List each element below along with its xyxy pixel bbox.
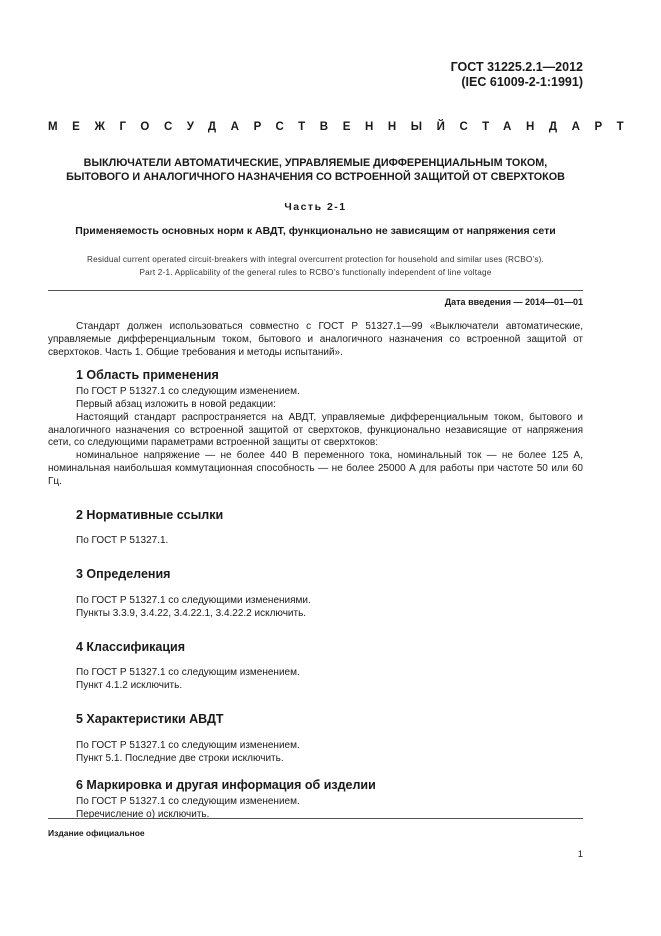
english-title [48, 253, 583, 279]
interstate-standard-banner [48, 121, 639, 133]
section [48, 779, 583, 821]
divider-line [48, 290, 583, 291]
section-line: Пункт 5.1. Последние две строки исключить. [76, 752, 284, 764]
edition-note: Издание официальное [48, 828, 145, 838]
english-title-line-2: Part 2-1. Applicability of the general rules to RCBO’s functionally independent of line voltage [139, 268, 492, 277]
sections-container [48, 369, 583, 821]
section [48, 568, 583, 620]
section-line: По ГОСТ Р 51327.1 со следующим изменением. [76, 667, 300, 679]
section-line: По ГОСТ Р 51327.1 со следующими изменениями. [76, 594, 311, 606]
intro-paragraph: Стандарт должен использоваться совместно с ГОСТ Р 51327.1—99 «Выключатели автоматические, управляемые дифференциальным током, бытового и аналогичного назначения со встроенной защитой от сверхтоков. Часть 1. Общие требования и методы испытаний». [48, 321, 583, 358]
section-heading: 3 Определения [76, 567, 171, 582]
section-heading: 4 Классификация [76, 639, 186, 654]
document-body [48, 321, 583, 822]
section-line: По ГОСТ Р 51327.1 со следующим изменением. [76, 796, 300, 808]
part-label: Часть 2-1 [284, 201, 347, 213]
section-line: Первый абзац изложить в новой редакции: [76, 398, 276, 410]
section-heading: 5 Характеристики АВДТ [76, 711, 224, 726]
section-heading: 6 Маркировка и другая информация об изделии [76, 778, 376, 793]
page-number: 1 [577, 849, 583, 860]
iec-number: (IEC 61009-2-1:1991) [461, 75, 583, 89]
section [48, 369, 583, 488]
banner-word: МЕЖГОСУДАРСТВЕННЫЙ [48, 121, 460, 133]
section [48, 509, 583, 549]
document-subtitle: Применяемость основных норм к АВДТ, функционально не зависящим от напряжения сети [75, 225, 556, 237]
section [48, 641, 583, 693]
footer-divider-line [48, 818, 583, 819]
english-title-line-1: Residual current operated circuit-breakers with integral overcurrent protection for household and similar uses (RCBO’s). [86, 255, 545, 264]
section-line: По ГОСТ Р 51327.1 со следующим изменением. [76, 386, 300, 398]
section-heading: 2 Нормативные ссылки [76, 507, 224, 522]
standard-number-block [451, 60, 583, 90]
section-paragraph: номинальное напряжение — не более 440 В переменного тока, номинальный ток — не более 125 А, номинальная наибольшая коммутационная способность — не более 25000 А для работы при частоте 50 или 60 Гц. [48, 450, 583, 487]
introduction-date: Дата введения — 2014—01—01 [444, 297, 583, 307]
section-line: По ГОСТ Р 51327.1 со следующим изменением. [76, 739, 300, 751]
section-heading: 1 Область применения [76, 368, 219, 383]
title-line-1: ВЫКЛЮЧАТЕЛИ АВТОМАТИЧЕСКИЕ, УПРАВЛЯЕМЫЕ ДИФФЕРЕНЦИАЛЬНЫМ ТОКОМ, [83, 157, 548, 169]
title-line-2: БЫТОВОГО И АНАЛОГИЧНОГО НАЗНАЧЕНИЯ СО ВСТРОЕННОЙ ЗАЩИТОЙ ОТ СВЕРХТОКОВ [66, 171, 565, 183]
standard-number: ГОСТ 31225.2.1—2012 [450, 60, 583, 74]
section-line: Пункт 4.1.2 исключить. [76, 680, 183, 692]
section-line: Пункты 3.3.9, 3.4.22, 3.4.22.1, 3.4.22.2 исключить. [76, 607, 307, 619]
section [48, 713, 583, 765]
section-line: По ГОСТ Р 51327.1. [76, 535, 169, 547]
banner-word: СТАНДАРТ [459, 121, 639, 133]
document-title [48, 156, 583, 184]
section-line: Перечисление о) исключить. [76, 808, 210, 820]
section-paragraph: Настоящий стандарт распространяется на АВДТ, управляемые дифференциальным током, бытового и аналогичного назначения со встроенной защитой от сверхтоков, функционально независящие от напряжения сети, со следующими параметрами встроенной защиты от сверхтоков: [48, 411, 583, 449]
